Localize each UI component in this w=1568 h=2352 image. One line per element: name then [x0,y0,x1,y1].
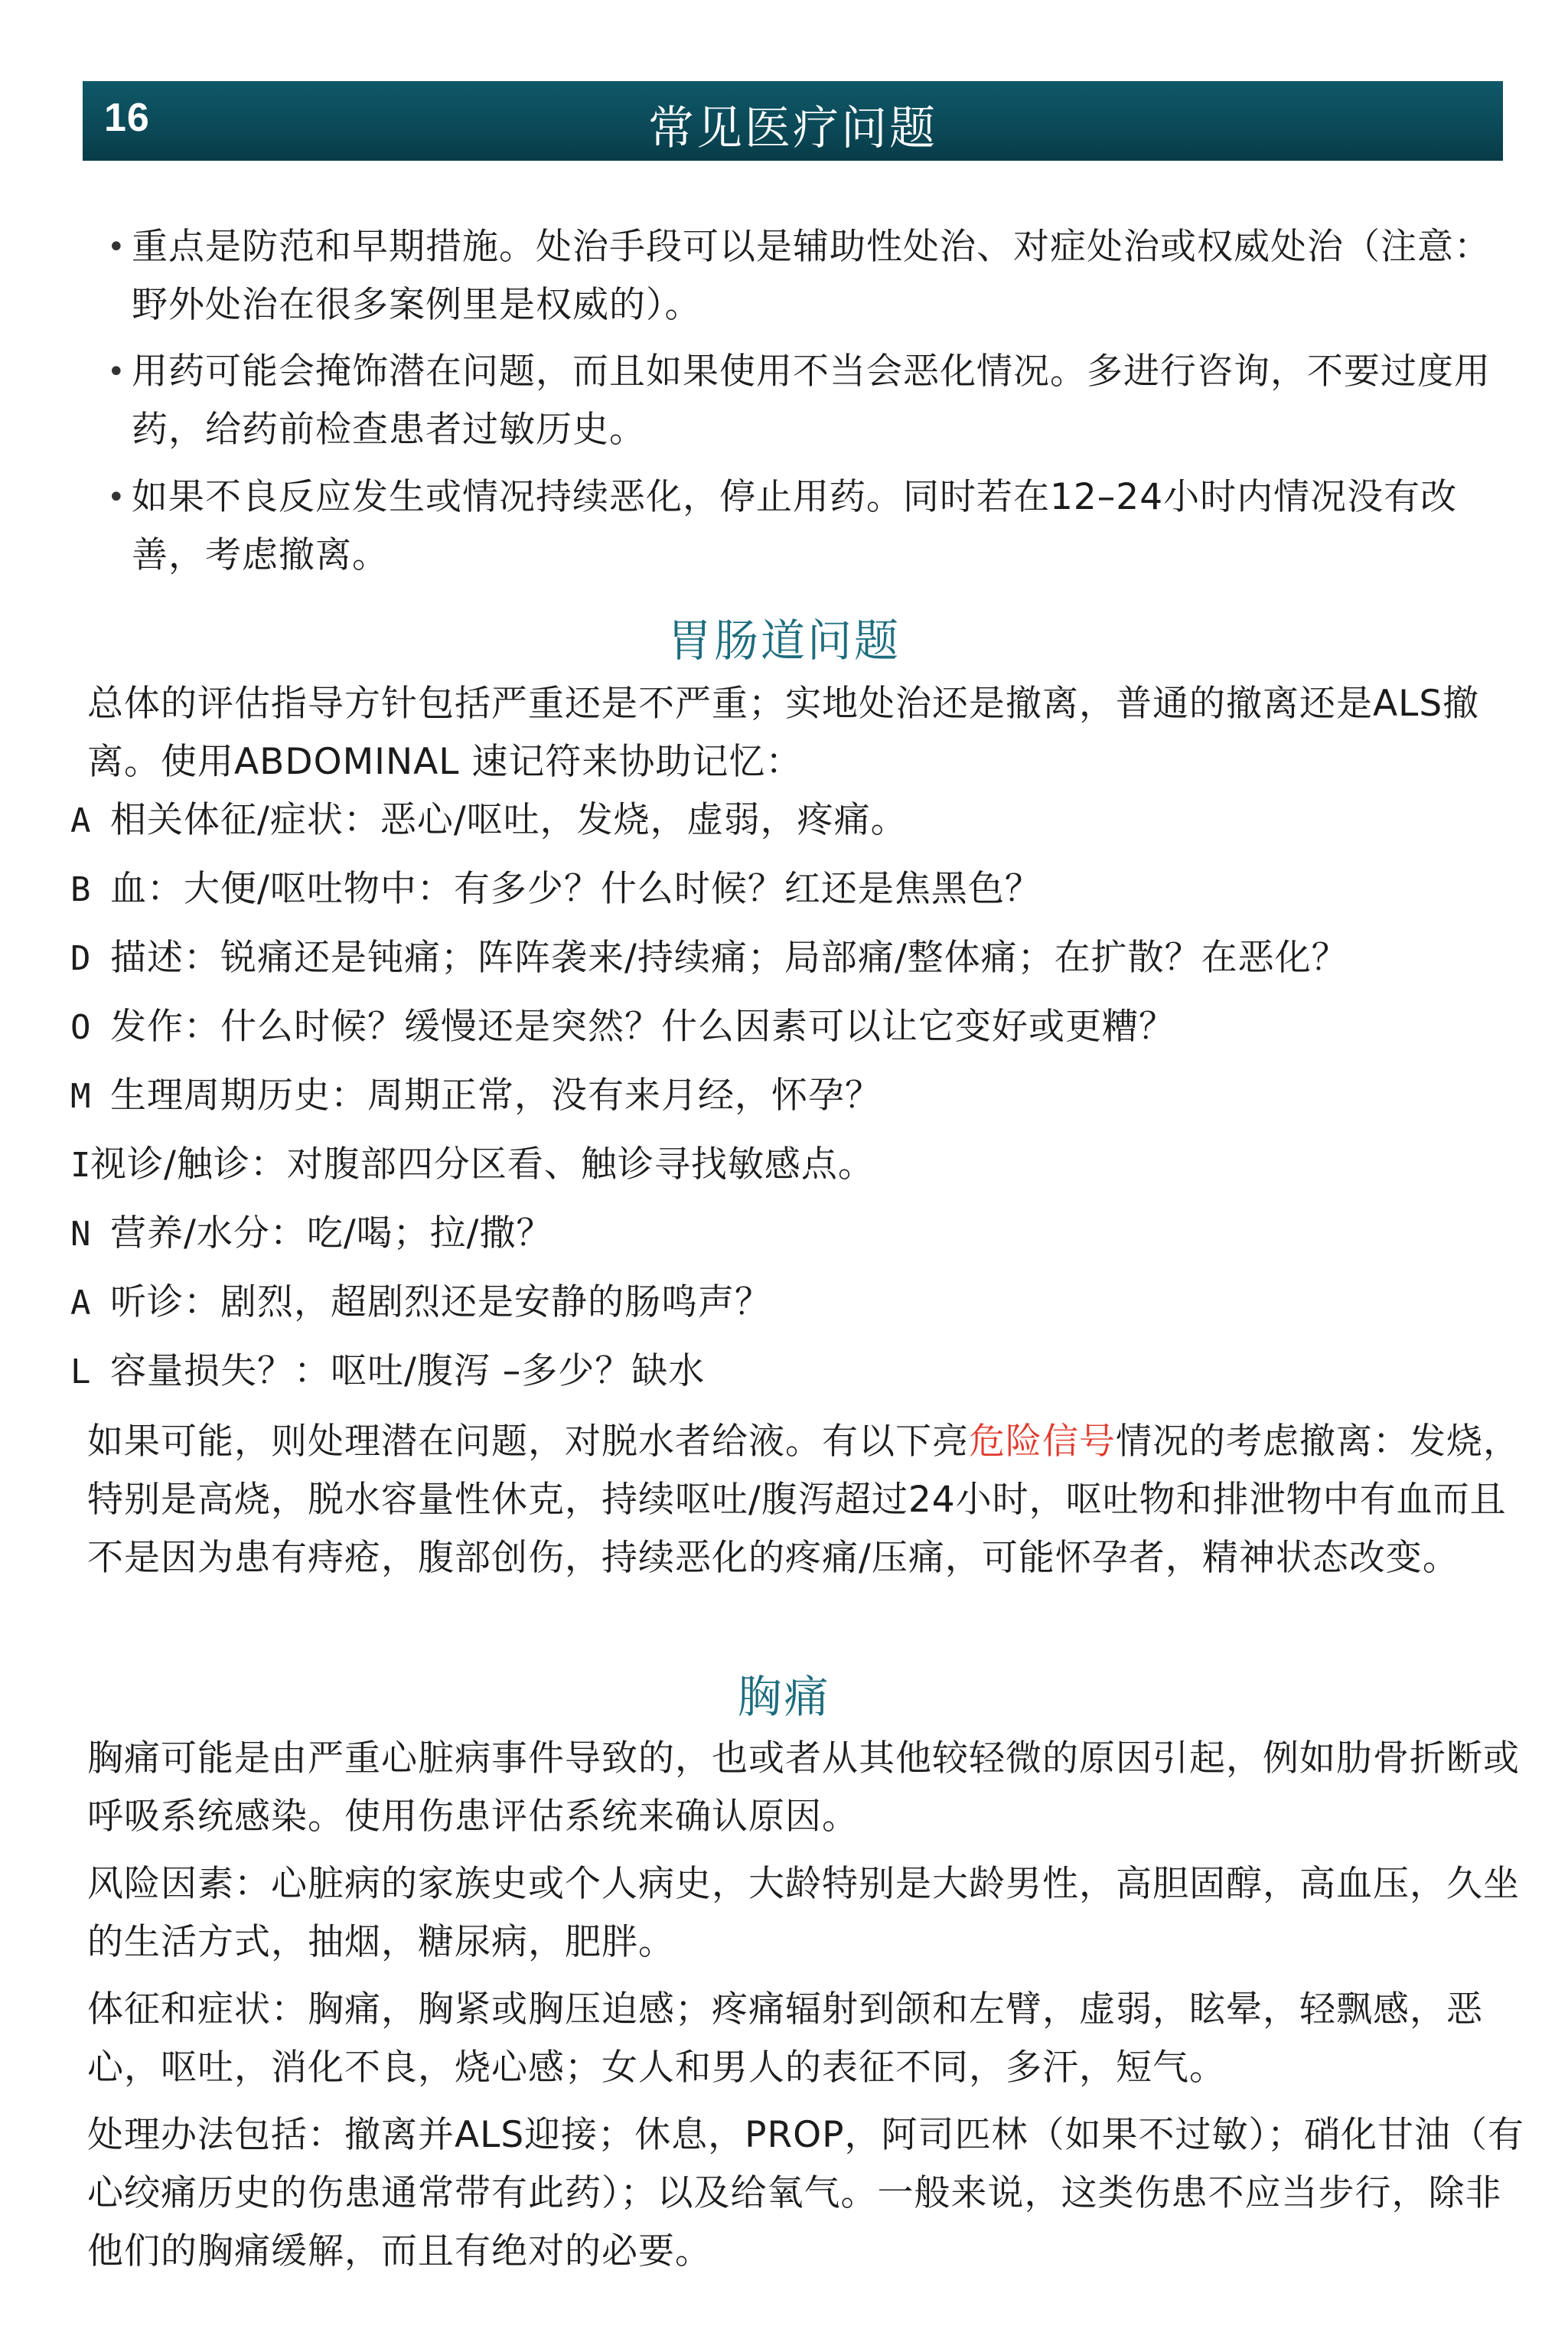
mnemonic-text: 视诊/触诊：对腹部四分区看、触诊寻找敏感点。 [90,1143,875,1186]
intro-bullet-text: 如果不良反应发生或情况持续恶化，停止用药。同时若在12–24小时内情况没有改善，考虑撤离。 [132,476,1458,576]
mnemonic-letter: A [70,1284,92,1323]
mnemonic-letter: B [70,870,92,909]
mnemonic-item [70,790,1524,851]
mnemonic-letter: M [70,1077,92,1116]
bullet-dot-icon: • [107,230,126,265]
intro-bullet [107,343,1501,459]
chest-section-heading: 胸痛 [737,1671,831,1723]
mnemonic-item [70,1134,1524,1196]
gi-closing-before: 如果可能，则处理潜在问题，对脱水者给液。有以下亮 [87,1421,969,1463]
chest-paragraph: 风险因素：心脏病的家族史或个人病史，大龄特别是大龄男性，高胆固醇，高血压，久坐的生活方式，抽烟，糖尿病，肥胖。 [87,1863,1520,1963]
mnemonic-text: 发作：什么时候？缓慢还是突然？什么因素可以让它变好或更糟？ [110,1006,1175,1048]
mnemonic-letter: O [70,1008,92,1047]
mnemonic-text: 听诊：剧烈，超剧烈还是安静的肠鸣声？ [110,1281,771,1323]
mnemonic-item [70,1203,1524,1264]
mnemonic-item [70,1272,1524,1333]
intro-bullet [107,218,1501,334]
mnemonic-text: 相关体征/症状：恶心/呕吐，发烧，虚弱，疼痛。 [110,799,908,841]
mnemonic-item [70,859,1524,920]
mnemonic-text: 描述：锐痛还是钝痛；阵阵袭来/持续痛；局部痛/整体痛；在扩散？在恶化？ [110,937,1348,979]
mnemonic-letter: I [70,1146,92,1185]
mnemonic-item [70,1341,1524,1402]
mnemonic-letter: N [70,1215,92,1254]
chest-paragraph: 体征和症状：胸痛，胸紧或胸压迫感；疼痛辐射到颌和左臂，虚弱，眩晕，轻飘感，恶心，呕吐，消化不良，烧心感；女人和男人的表征不同，多汗，短气。 [87,1988,1483,2089]
mnemonic-item [70,1065,1524,1127]
mnemonic-letter: L [70,1352,92,1391]
intro-bullet-text: 用药可能会掩饰潜在问题，而且如果使用不当会恶化情况。多进行咨询，不要过度用药，给药前检查患者过敏历史。 [132,351,1491,451]
gi-closing-after: 情况的考虑撤离：发烧，特别是高烧，脱水容量性休克，持续呕吐/腹泻超过24小时，呕吐物和排泄物中有血而且不是因为患有痔疮，腹部创伤，持续恶化的疼痛/压痛，可能怀孕者，精神状态改变。 [87,1421,1520,1579]
chest-paragraph: 处理办法包括：撤离并ALS迎接；休息，PROP，阿司匹林（如果不过敏）；硝化甘油（有心绞痛历史的伤患通常带有此药）；以及给氧气。一般来说，这类伤患不应当步行，除非他们的胸痛缓解，而且有绝对的必要。 [87,2114,1525,2272]
intro-bullet-text: 重点是防范和早期措施。处治手段可以是辅助性处治、对症处治或权威处治（注意：野外处治在很多案例里是权威的）。 [132,226,1491,326]
mnemonic-text: 容量损失？：呕吐/腹泻 –多少？缺水 [110,1350,706,1392]
bullet-dot-icon: • [107,480,126,515]
gi-intro: 总体的评估指导方针包括严重还是不严重；实地处治还是撤离，普通的撤离还是ALS撤离。使用ABDOMINAL 速记符来协助记忆： [87,683,1480,783]
mnemonic-item [70,997,1524,1058]
gi-closing [87,1413,1526,1587]
mnemonic-letter: A [70,801,92,840]
mnemonic-text: 生理周期历史：周期正常，没有来月经，怀孕？ [110,1075,882,1117]
mnemonic-item [70,928,1524,989]
bullet-dot-icon: • [107,354,126,390]
page-title: 常见医疗问题 [648,102,937,155]
page-number: 16 [104,96,150,140]
intro-bullet [107,468,1501,585]
mnemonic-letter: D [70,939,92,978]
mnemonic-text: 血：大便/呕吐物中：有多少？什么时候？红还是焦黑色？ [110,868,1042,910]
chest-paragraph: 胸痛可能是由严重心脏病事件导致的，也或者从其他较轻微的原因引起，例如肋骨折断或呼吸系统感染。使用伤患评估系统来确认原因。 [87,1737,1520,1838]
mnemonic-text: 营养/水分：吃/喝；拉/撒？ [110,1212,553,1254]
page-header [83,81,1503,161]
danger-signal-highlight: 危险信号 [969,1421,1116,1463]
gi-section-heading: 胃肠道问题 [667,615,901,667]
